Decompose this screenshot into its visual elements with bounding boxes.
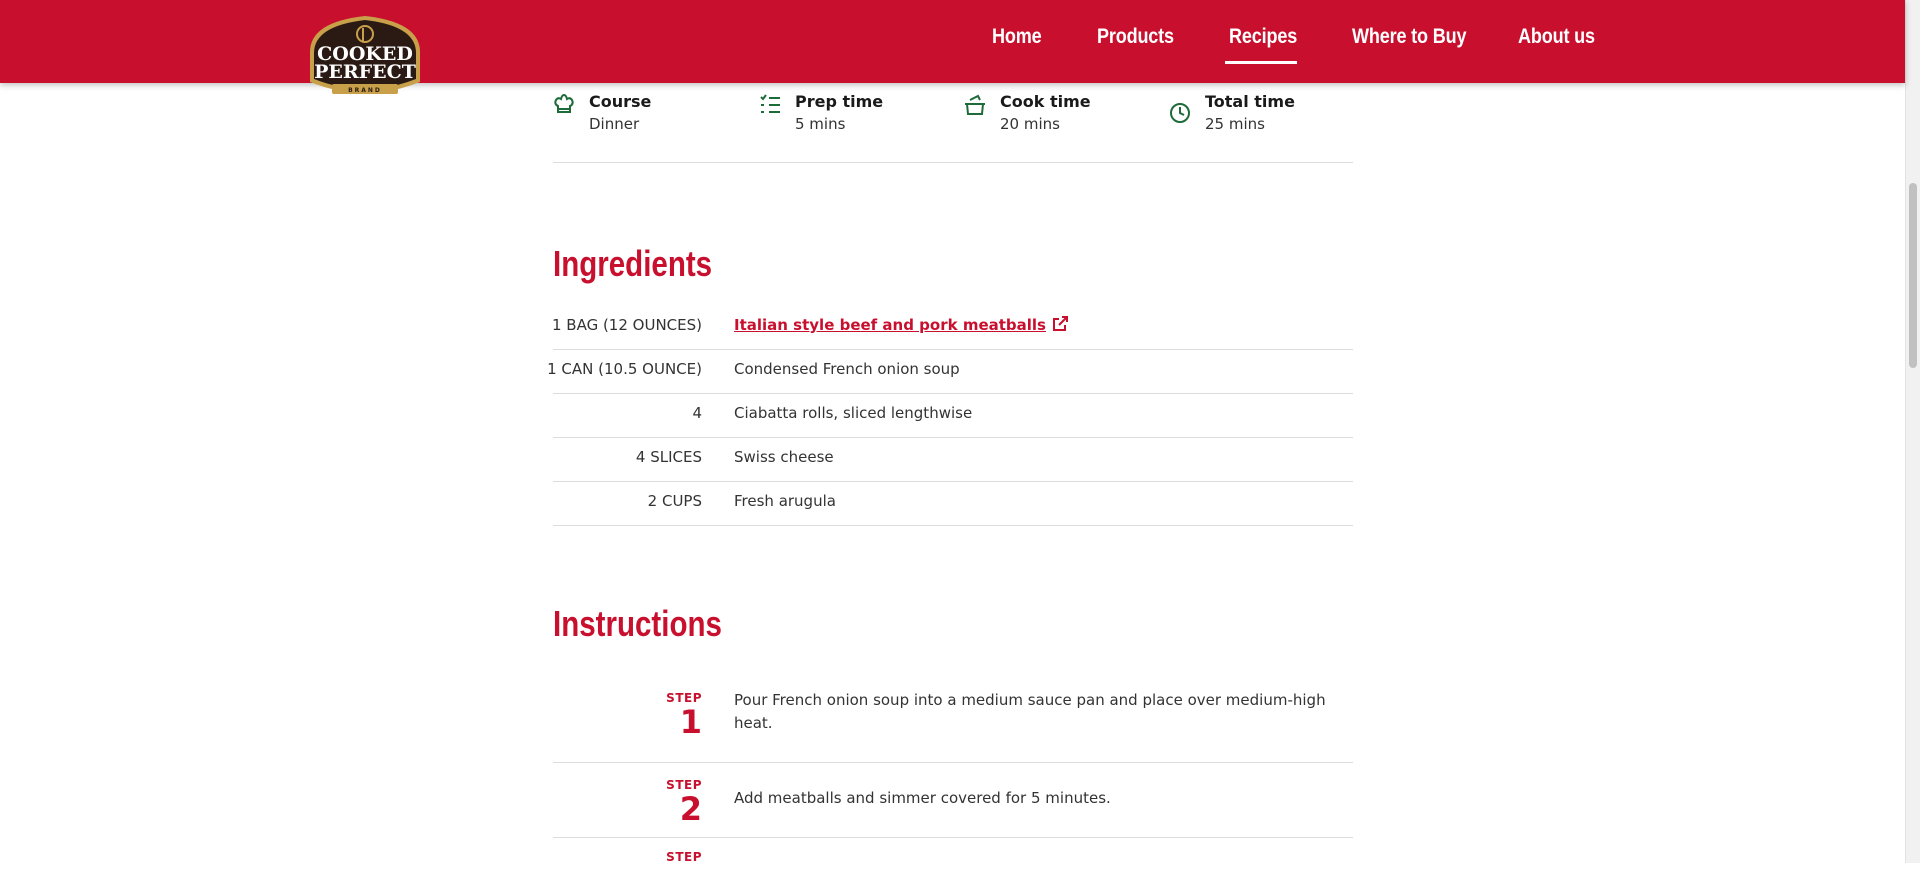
clock-icon <box>1169 102 1191 124</box>
page-scrollbar[interactable] <box>1905 0 1920 863</box>
meta-total-time <box>1169 90 1369 150</box>
step-label: STEP <box>666 691 702 705</box>
step-row <box>553 763 1353 838</box>
meta-prep-label: Prep time <box>795 92 884 111</box>
recipe-meta <box>553 90 1353 163</box>
ingredient-name: Condensed French onion soup <box>734 360 960 378</box>
step-label: STEP <box>666 778 702 792</box>
step-number: 2 <box>679 790 702 828</box>
ingredient-link-text[interactable]: Italian style beef and pork meatballs <box>734 316 1046 334</box>
ingredient-name: Ciabatta rolls, sliced lengthwise <box>734 404 973 422</box>
external-link-icon[interactable] <box>1052 316 1068 332</box>
step-label: STEP <box>666 850 702 864</box>
meta-cook-label: Cook time <box>1000 92 1091 111</box>
meta-course <box>553 90 753 150</box>
logo-text-cooked: COOKED <box>317 43 413 65</box>
ingredient-row <box>553 306 1353 350</box>
ingredients-heading: Ingredients <box>553 243 713 284</box>
nav-recipes[interactable]: Recipes <box>1229 25 1298 48</box>
nav-products[interactable]: Products <box>1097 25 1174 48</box>
brand-logo[interactable] <box>302 12 428 100</box>
meta-course-value: Dinner <box>589 115 640 133</box>
step-row <box>553 838 1353 878</box>
nav-home[interactable]: Home <box>992 25 1042 48</box>
ingredient-name: Fresh arugula <box>734 492 836 510</box>
ingredients-table <box>547 306 1353 526</box>
instructions-list <box>553 686 1353 878</box>
ingredient-qty: 1 BAG (12 OUNCES) <box>551 316 702 334</box>
step-number: 1 <box>679 703 702 741</box>
list-icon <box>759 94 781 116</box>
ingredient-qty: 1 CAN (10.5 OUNCE) <box>547 360 702 378</box>
meta-cook-value: 20 mins <box>1000 115 1060 133</box>
nav-about-us[interactable]: About us <box>1518 25 1595 48</box>
site-header <box>0 0 1905 83</box>
ingredient-name: Swiss cheese <box>734 448 834 466</box>
meta-cook-time <box>964 90 1164 150</box>
meta-course-label: Course <box>589 92 652 111</box>
ingredient-qty: 2 CUPS <box>647 492 702 510</box>
ingredient-row <box>553 394 1353 438</box>
ingredient-row <box>547 350 1353 394</box>
chef-hat-icon <box>553 94 575 116</box>
ingredient-qty: 4 <box>692 404 702 422</box>
meta-total-label: Total time <box>1205 92 1295 111</box>
ingredient-row <box>553 482 1353 526</box>
step-text: Pour French onion soup into a medium sauce pan and place over medium-high heat. <box>734 691 1326 732</box>
ingredient-qty: 4 SLICES <box>635 448 702 466</box>
ingredient-row <box>553 438 1353 482</box>
logo-text-perfect: PERFECT <box>314 61 416 83</box>
meta-prep-value: 5 mins <box>795 115 846 133</box>
nav-where-to-buy[interactable]: Where to Buy <box>1352 25 1467 48</box>
instructions-heading: Instructions <box>553 603 722 644</box>
meta-total-value: 25 mins <box>1205 115 1265 133</box>
active-nav-indicator <box>1225 61 1297 64</box>
ingredient-link[interactable] <box>734 316 1068 334</box>
step-row <box>553 686 1353 763</box>
logo-text-brand: BRAND <box>348 87 382 94</box>
pot-icon <box>964 94 986 116</box>
scrollbar-thumb[interactable] <box>1909 183 1917 368</box>
meta-prep-time <box>759 90 959 150</box>
step-text: Add meatballs and simmer covered for 5 minutes. <box>734 789 1111 807</box>
